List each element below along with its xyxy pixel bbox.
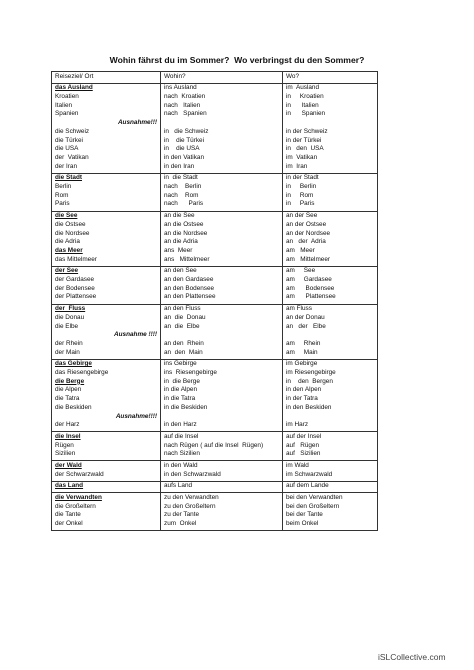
wohin-phrase: zu den Verwandten xyxy=(164,494,219,502)
header-reiseziel: Reiseziel/ Ort xyxy=(52,72,161,84)
wohin-phrase: an den Gardasee xyxy=(164,276,214,283)
wohin-phrase: aufs Land xyxy=(164,482,193,490)
table-cell-col2 xyxy=(161,304,283,359)
wo-phrase: an der Adria xyxy=(286,238,326,246)
group-heading: der See xyxy=(55,267,79,275)
wo-phrase: am Plattensee xyxy=(286,293,336,301)
wo-phrase: in den Alpen xyxy=(286,386,322,394)
wohin-phrase: in die Beskiden xyxy=(164,403,208,411)
wo-phrase: an der See xyxy=(286,212,318,220)
table-cell-col2 xyxy=(161,493,283,531)
table-row xyxy=(52,432,378,461)
wohin-phrase: in die Stadt xyxy=(164,174,198,182)
footer-watermark: iSLCollective.com xyxy=(378,652,446,662)
page-title: Wohin fährst du im Sommer? Wo verbringst du den Sommer? xyxy=(109,55,365,65)
wohin-phrase: zu der Tante xyxy=(164,511,200,519)
wohin-phrase: ins Riesengebirge xyxy=(164,369,217,376)
group-heading: das Gebirge xyxy=(55,360,92,368)
group-heading: das Land xyxy=(55,482,84,490)
wohin-phrase: in die Tatra xyxy=(164,395,196,403)
place-name: die Türkei xyxy=(55,136,83,144)
wohin-phrase: in den Schwarzwald xyxy=(164,470,221,478)
wo-phrase: am Gardasee xyxy=(286,276,332,283)
wo-phrase: im Ausland xyxy=(286,84,320,92)
wo-phrase: in den USA xyxy=(286,145,324,153)
place-name: die Adria xyxy=(55,238,80,246)
group-heading: das Ausland xyxy=(55,84,93,92)
exception-note: Ausnahme!!!! xyxy=(115,412,157,420)
wo-phrase: auf Sizilien xyxy=(286,450,321,458)
wohin-phrase: an den Bodensee xyxy=(164,284,215,292)
wo-phrase: in Paris xyxy=(286,200,315,208)
table-cell-col1 xyxy=(52,211,161,266)
wo-phrase xyxy=(286,119,374,128)
wohin-phrase: ans Meer xyxy=(164,246,193,254)
header-wohin: Wohin? xyxy=(161,72,283,84)
wohin-phrase: ins Ausland xyxy=(164,84,197,92)
table-cell-col3 xyxy=(283,493,378,531)
wo-phrase: am Main xyxy=(286,348,318,356)
wohin-phrase: nach Kroatien xyxy=(164,92,206,100)
wo-phrase: in Italien xyxy=(286,101,319,109)
wo-phrase: bei der Tante xyxy=(286,511,323,519)
table-cell-col2 xyxy=(161,173,283,211)
table-cell-col1 xyxy=(52,461,161,481)
wo-phrase: an der Elbe xyxy=(286,322,326,330)
place-name: der Main xyxy=(55,348,80,356)
wo-phrase: im Schwarzwald xyxy=(286,470,333,478)
group-heading: die Verwandten xyxy=(55,494,102,502)
table-cell-col1 xyxy=(52,173,161,211)
table-cell-col1 xyxy=(52,266,161,304)
table-row xyxy=(52,481,378,493)
place-name: die Tante xyxy=(55,511,81,519)
place-name: die Elbe xyxy=(55,322,79,330)
group-heading: die See xyxy=(55,212,78,220)
exception-note: Ausnahme !!!! xyxy=(114,331,157,339)
wohin-phrase: an die Elbe xyxy=(164,322,200,330)
wohin-phrase xyxy=(164,331,279,340)
wohin-phrase: an den Fluss xyxy=(164,305,201,313)
wo-phrase: im Wald xyxy=(286,462,309,469)
wo-phrase: in Kroatien xyxy=(286,92,324,100)
table-body xyxy=(52,83,378,531)
table-cell-col1 xyxy=(52,432,161,461)
wo-phrase: an der Nordsee xyxy=(286,229,331,237)
wo-phrase: in Berlin xyxy=(286,183,317,190)
place-name: das Riesengebirge xyxy=(55,369,109,376)
wohin-phrase: nach Berlin xyxy=(164,183,202,190)
wohin-phrase: zu den Großeltern xyxy=(164,502,216,510)
phrase-table xyxy=(51,71,378,531)
place-name: die Nordsee xyxy=(55,229,90,237)
header-wo: Wo? xyxy=(283,72,378,84)
wo-phrase: in den Beskiden xyxy=(286,403,332,411)
wohin-phrase: an den See xyxy=(164,267,197,275)
place-name: Italien xyxy=(55,101,73,109)
wo-phrase: an der Donau xyxy=(286,313,325,321)
table-cell-col2 xyxy=(161,266,283,304)
wohin-phrase: an den Rhein xyxy=(164,339,204,347)
exception-note: Ausnahme!!! xyxy=(117,119,157,127)
place-name: die Donau xyxy=(55,313,85,321)
group-heading: das Meer xyxy=(55,246,83,254)
wo-phrase xyxy=(286,413,374,422)
wohin-phrase: ans Mittelmeer xyxy=(164,255,210,263)
wohin-phrase: an die Donau xyxy=(164,313,206,321)
wohin-phrase: an die Ostsee xyxy=(164,220,204,228)
table-cell-col3 xyxy=(283,173,378,211)
place-name: die Beskiden xyxy=(55,403,92,411)
wohin-phrase: an den Plattensee xyxy=(164,293,216,301)
wohin-phrase xyxy=(164,413,279,422)
table-cell-col3 xyxy=(283,432,378,461)
wohin-phrase: in die USA xyxy=(164,145,200,153)
wo-phrase: am Mittelmeer xyxy=(286,255,331,263)
wo-phrase: in den Bergen xyxy=(286,377,333,385)
wo-phrase: in der Stadt xyxy=(286,174,319,182)
wo-phrase: auf der Insel xyxy=(286,432,322,440)
wohin-phrase: an den Main xyxy=(164,348,203,356)
wo-phrase: bei den Großeltern xyxy=(286,502,340,510)
place-name: der Rhein xyxy=(55,339,83,347)
place-name: der Harz xyxy=(55,421,80,429)
wo-phrase: im Iran xyxy=(286,162,308,170)
wo-phrase: an der Ostsee xyxy=(286,220,327,228)
wo-phrase: am Rhein xyxy=(286,339,321,347)
wohin-phrase: in die Alpen xyxy=(164,386,198,394)
wo-phrase: bei den Verwandten xyxy=(286,494,343,502)
wohin-phrase: in die Türkei xyxy=(164,136,205,144)
wohin-phrase: nach Paris xyxy=(164,200,204,208)
wohin-phrase: in den Harz xyxy=(164,421,197,429)
table-cell-col3 xyxy=(283,83,378,173)
wo-phrase: auf Rügen xyxy=(286,441,320,449)
table-row xyxy=(52,304,378,359)
table-cell-col2 xyxy=(161,83,283,173)
place-name: die USA xyxy=(55,145,79,153)
wo-phrase: am Bodensee xyxy=(286,284,335,292)
table-cell-col3 xyxy=(283,304,378,359)
wo-phrase: beim Onkel xyxy=(286,520,319,528)
wohin-phrase: auf die Insel xyxy=(164,432,199,440)
wohin-phrase: an die Nordsee xyxy=(164,229,208,237)
table-cell-col1 xyxy=(52,481,161,493)
place-name: Sizilien xyxy=(55,450,76,458)
place-name: Rügen xyxy=(55,441,74,449)
place-name: die Alpen xyxy=(55,386,82,394)
wo-phrase: im Riesengebirge xyxy=(286,369,336,376)
wohin-phrase: nach Sizilien xyxy=(164,450,200,458)
table-cell-col3 xyxy=(283,461,378,481)
table-cell-col1 xyxy=(52,493,161,531)
table-cell-col3 xyxy=(283,359,378,432)
table-header-row xyxy=(52,72,378,84)
place-name: das Mittelmeer xyxy=(55,255,97,263)
wohin-phrase: nach Rom xyxy=(164,191,199,199)
wo-phrase: in der Schweiz xyxy=(286,127,328,135)
table-cell-col1 xyxy=(52,304,161,359)
place-name: Spanien xyxy=(55,110,79,118)
wo-phrase xyxy=(286,331,374,340)
group-heading: der Wald xyxy=(55,462,82,469)
table-row xyxy=(52,266,378,304)
place-name: die Großeltern xyxy=(55,502,96,510)
group-heading: die Stadt xyxy=(55,174,82,182)
wohin-phrase: in den Wald xyxy=(164,462,198,469)
place-name: der Onkel xyxy=(55,520,83,528)
place-name: Kroatien xyxy=(55,92,79,100)
table-cell-col3 xyxy=(283,266,378,304)
place-name: die Tatra xyxy=(55,395,80,403)
wo-phrase: in der Türkei xyxy=(286,136,322,144)
table-cell-col1 xyxy=(52,359,161,432)
group-heading: die Berge xyxy=(55,377,85,385)
place-name: der Plattensee xyxy=(55,293,97,301)
table-cell-col2 xyxy=(161,211,283,266)
table-row xyxy=(52,359,378,432)
table-row xyxy=(52,211,378,266)
wohin-phrase: in den Vatikan xyxy=(164,153,205,161)
place-name: der Schwarzwald xyxy=(55,470,104,478)
wohin-phrase xyxy=(164,119,279,128)
wohin-phrase: an die See xyxy=(164,212,195,220)
table-cell-col2 xyxy=(161,461,283,481)
place-name: die Ostsee xyxy=(55,220,86,228)
table-cell-col3 xyxy=(283,211,378,266)
table-row xyxy=(52,493,378,531)
place-name: der Bodensee xyxy=(55,284,95,292)
table-cell-col2 xyxy=(161,432,283,461)
table-row xyxy=(52,461,378,481)
wo-phrase: auf dem Lande xyxy=(286,482,329,490)
wo-phrase: im Harz xyxy=(286,421,309,429)
wohin-phrase: nach Spanien xyxy=(164,110,207,118)
place-name: der Iran xyxy=(55,162,78,170)
wo-phrase: am Fluss xyxy=(286,305,312,313)
group-heading: die Insel xyxy=(55,432,81,440)
wohin-phrase: zum Onkel xyxy=(164,520,197,528)
wo-phrase: im Gebirge xyxy=(286,360,318,368)
wohin-phrase: in die Schweiz xyxy=(164,127,209,135)
table-cell-col3 xyxy=(283,481,378,493)
place-name: der Gardasee xyxy=(55,276,95,283)
table-cell-col2 xyxy=(161,359,283,432)
table-row xyxy=(52,83,378,173)
wo-phrase: im Vatikan xyxy=(286,153,318,161)
place-name: Berlin xyxy=(55,183,72,190)
wohin-phrase: ins Gebirge xyxy=(164,360,197,368)
place-name: die Schweiz xyxy=(55,127,90,135)
wo-phrase: in Rom xyxy=(286,191,314,199)
place-name: Paris xyxy=(55,200,70,208)
wohin-phrase: nach Rügen ( auf die Insel Rügen) xyxy=(164,441,264,449)
place-name: Rom xyxy=(55,191,69,199)
place-name: der Vatikan xyxy=(55,153,89,161)
wo-phrase: in Spanien xyxy=(286,110,326,118)
wo-phrase: am Meer xyxy=(286,246,315,254)
table-cell-col1 xyxy=(52,83,161,173)
wo-phrase: in der Tatra xyxy=(286,395,318,403)
wohin-phrase: in die Berge xyxy=(164,377,200,385)
table-cell-col2 xyxy=(161,481,283,493)
group-heading: der Fluss xyxy=(55,305,86,313)
wohin-phrase: in den Iran xyxy=(164,162,195,170)
table-row xyxy=(52,173,378,211)
wohin-phrase: nach Italien xyxy=(164,101,201,109)
wo-phrase: am See xyxy=(286,267,316,275)
wohin-phrase: an die Adria xyxy=(164,238,198,246)
